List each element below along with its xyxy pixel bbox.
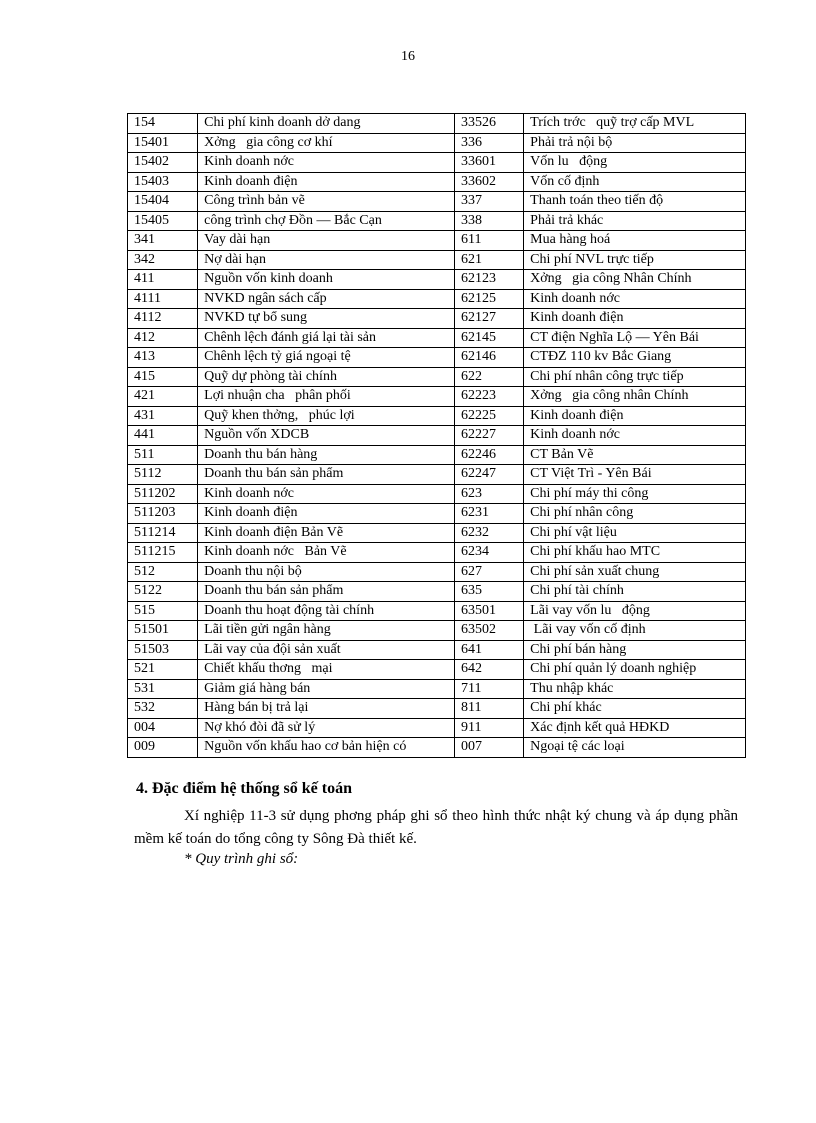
table-row <box>128 601 746 621</box>
account-code-right: 711 <box>455 679 524 699</box>
table-row <box>128 660 746 680</box>
paragraph-text: Xí nghiệp 11-3 sử dụng phơng pháp ghi sổ theo hình thức nhật ký chung và áp dụng phần mềm kế toán do tổng công ty Sông Đà thiết kế. <box>134 808 738 847</box>
account-name-right: Chi phí NVL trực tiếp <box>524 250 746 270</box>
account-code-right: 338 <box>455 211 524 231</box>
section-heading: 4. Đặc điểm hệ thống sổ kế toán <box>136 780 353 797</box>
account-code-left: 521 <box>128 660 198 680</box>
account-name-left: Kinh doanh nớc <box>198 153 455 173</box>
account-name-right: Mua hàng hoá <box>524 231 746 251</box>
account-name-right: Phải trả khác <box>524 211 746 231</box>
account-code-left: 15403 <box>128 172 198 192</box>
account-code-left: 51503 <box>128 640 198 660</box>
account-code-left: 5122 <box>128 582 198 602</box>
account-code-right: 33601 <box>455 153 524 173</box>
table-row <box>128 738 746 758</box>
table-row <box>128 465 746 485</box>
account-name-right: Chi phí tài chính <box>524 582 746 602</box>
account-name-right: Ngoại tệ các loại <box>524 738 746 758</box>
account-code-left: 412 <box>128 328 198 348</box>
account-code-left: 154 <box>128 114 198 134</box>
account-code-left: 532 <box>128 699 198 719</box>
account-code-left: 441 <box>128 426 198 446</box>
account-name-left: Nguồn vốn kinh doanh <box>198 270 455 290</box>
account-code-right: 007 <box>455 738 524 758</box>
account-name-right: Chi phí khác <box>524 699 746 719</box>
account-name-left: NVKD ngân sách cấp <box>198 289 455 309</box>
table-row <box>128 406 746 426</box>
account-name-right: Kinh doanh nớc <box>524 289 746 309</box>
account-name-left: Quỹ khen thởng, phúc lợi <box>198 406 455 426</box>
account-name-right: Chi phí máy thi công <box>524 484 746 504</box>
account-name-left: Hàng bán bị trả lại <box>198 699 455 719</box>
account-name-left: Chiết khấu thơng mại <box>198 660 455 680</box>
account-code-right: 611 <box>455 231 524 251</box>
table-row <box>128 231 746 251</box>
account-code-right: 621 <box>455 250 524 270</box>
account-code-right: 33602 <box>455 172 524 192</box>
account-name-right: Thu nhập khác <box>524 679 746 699</box>
account-code-right: 62123 <box>455 270 524 290</box>
account-code-left: 15402 <box>128 153 198 173</box>
account-code-right: 6231 <box>455 504 524 524</box>
account-name-right: Thanh toán theo tiến độ <box>524 192 746 212</box>
account-name-left: Doanh thu bán hàng <box>198 445 455 465</box>
account-name-right: Lãi vay vốn lu động <box>524 601 746 621</box>
table-row <box>128 699 746 719</box>
table-row <box>128 211 746 231</box>
account-code-left: 511215 <box>128 543 198 563</box>
account-name-left: Doanh thu bán sản phẩm <box>198 465 455 485</box>
table-row <box>128 172 746 192</box>
account-name-left: Giảm giá hàng bán <box>198 679 455 699</box>
account-name-left: Lãi tiền gửi ngân hàng <box>198 621 455 641</box>
account-code-left: 5112 <box>128 465 198 485</box>
account-code-right: 622 <box>455 367 524 387</box>
account-name-right: CT điện Nghĩa Lộ — Yên Bái <box>524 328 746 348</box>
account-code-right: 641 <box>455 640 524 660</box>
account-name-left: Xởng gia công cơ khí <box>198 133 455 153</box>
table-row <box>128 387 746 407</box>
account-code-right: 911 <box>455 718 524 738</box>
account-name-left: Chi phí kinh doanh dở dang <box>198 114 455 134</box>
account-name-left: Kinh doanh điện Bản Vẽ <box>198 523 455 543</box>
account-name-left: NVKD tự bổ sung <box>198 309 455 329</box>
account-code-left: 515 <box>128 601 198 621</box>
account-name-right: Chi phí nhân công <box>524 504 746 524</box>
table-row <box>128 309 746 329</box>
account-code-left: 415 <box>128 367 198 387</box>
account-name-left: công trình chợ Đồn — Bắc Cạn <box>198 211 455 231</box>
account-code-left: 15404 <box>128 192 198 212</box>
table-row <box>128 582 746 602</box>
account-name-left: Nguồn vốn XDCB <box>198 426 455 446</box>
account-name-left: Chênh lệch tỷ giá ngoại tệ <box>198 348 455 368</box>
table-row <box>128 192 746 212</box>
account-code-right: 33526 <box>455 114 524 134</box>
account-code-right: 62227 <box>455 426 524 446</box>
account-name-right: Vốn cố định <box>524 172 746 192</box>
account-code-left: 15405 <box>128 211 198 231</box>
account-code-left: 511 <box>128 445 198 465</box>
account-name-left: Doanh thu bán sản phẩm <box>198 582 455 602</box>
account-code-left: 342 <box>128 250 198 270</box>
account-name-right: Xác định kết quả HĐKD <box>524 718 746 738</box>
table-row <box>128 621 746 641</box>
account-name-right: Chi phí sản xuất chung <box>524 562 746 582</box>
accounts-table <box>127 113 746 758</box>
table-row <box>128 328 746 348</box>
account-name-left: Lãi vay của đội sản xuất <box>198 640 455 660</box>
account-code-right: 627 <box>455 562 524 582</box>
account-code-left: 411 <box>128 270 198 290</box>
account-code-left: 51501 <box>128 621 198 641</box>
account-code-left: 4111 <box>128 289 198 309</box>
account-name-right: Trích trớc quỹ trợ cấp MVL <box>524 114 746 134</box>
account-code-right: 642 <box>455 660 524 680</box>
account-name-right: CT Việt Trì - Yên Bái <box>524 465 746 485</box>
account-name-left: Nợ dài hạn <box>198 250 455 270</box>
account-name-right: Lãi vay vốn cố định <box>524 621 746 641</box>
account-code-right: 62247 <box>455 465 524 485</box>
account-code-left: 511214 <box>128 523 198 543</box>
table-row <box>128 523 746 543</box>
account-name-left: Nợ khó đòi đã sử lý <box>198 718 455 738</box>
account-code-right: 62127 <box>455 309 524 329</box>
account-name-right: CTĐZ 110 kv Bắc Giang <box>524 348 746 368</box>
account-code-right: 336 <box>455 133 524 153</box>
table-row <box>128 562 746 582</box>
account-code-right: 623 <box>455 484 524 504</box>
table-row <box>128 543 746 563</box>
account-code-right: 62225 <box>455 406 524 426</box>
table-row <box>128 679 746 699</box>
account-name-left: Công trình bản vẽ <box>198 192 455 212</box>
table-row <box>128 367 746 387</box>
account-name-right: Kinh doanh điện <box>524 309 746 329</box>
account-code-left: 4112 <box>128 309 198 329</box>
account-code-left: 511203 <box>128 504 198 524</box>
account-name-right: Chi phí bán hàng <box>524 640 746 660</box>
account-name-right: Xởng gia công nhân Chính <box>524 387 746 407</box>
account-name-right: Chi phí quản lý doanh nghiệp <box>524 660 746 680</box>
account-name-right: Chi phí vật liệu <box>524 523 746 543</box>
account-code-right: 63502 <box>455 621 524 641</box>
account-name-right: Xởng gia công Nhân Chính <box>524 270 746 290</box>
account-name-left: Kinh doanh nớc <box>198 484 455 504</box>
table-row <box>128 114 746 134</box>
account-name-right: Chi phí khấu hao MTC <box>524 543 746 563</box>
account-code-left: 413 <box>128 348 198 368</box>
table-row <box>128 484 746 504</box>
account-code-left: 15401 <box>128 133 198 153</box>
account-code-right: 6232 <box>455 523 524 543</box>
account-name-left: Doanh thu nội bộ <box>198 562 455 582</box>
account-code-left: 531 <box>128 679 198 699</box>
account-name-left: Kinh doanh điện <box>198 172 455 192</box>
account-name-right: Chi phí nhân công trực tiếp <box>524 367 746 387</box>
account-code-right: 337 <box>455 192 524 212</box>
account-code-right: 62125 <box>455 289 524 309</box>
process-label: * Quy trình ghi sổ: <box>184 851 299 867</box>
table-body <box>128 114 746 758</box>
account-code-right: 62223 <box>455 387 524 407</box>
table-row <box>128 153 746 173</box>
account-code-right: 63501 <box>455 601 524 621</box>
account-code-left: 431 <box>128 406 198 426</box>
account-name-left: Quỹ dự phòng tài chính <box>198 367 455 387</box>
account-code-right: 6234 <box>455 543 524 563</box>
account-name-left: Kinh doanh nớc Bản Vẽ <box>198 543 455 563</box>
table-row <box>128 270 746 290</box>
account-name-left: Kinh doanh điện <box>198 504 455 524</box>
account-name-right: Kinh doanh điện <box>524 406 746 426</box>
account-code-right: 635 <box>455 582 524 602</box>
table-row <box>128 426 746 446</box>
account-name-left: Lợi nhuận cha phân phối <box>198 387 455 407</box>
account-code-right: 62246 <box>455 445 524 465</box>
account-name-left: Doanh thu hoạt động tài chính <box>198 601 455 621</box>
account-name-right: Kinh doanh nớc <box>524 426 746 446</box>
table-row <box>128 348 746 368</box>
body-paragraph <box>134 805 738 851</box>
account-name-right: Phải trả nội bộ <box>524 133 746 153</box>
account-code-right: 62146 <box>455 348 524 368</box>
account-code-left: 421 <box>128 387 198 407</box>
account-name-left: Vay dài hạn <box>198 231 455 251</box>
table-row <box>128 718 746 738</box>
account-name-left: Nguồn vốn khấu hao cơ bản hiện có <box>198 738 455 758</box>
account-code-left: 009 <box>128 738 198 758</box>
page-number: 16 <box>401 49 415 64</box>
table-row <box>128 445 746 465</box>
account-code-right: 811 <box>455 699 524 719</box>
account-code-right: 62145 <box>455 328 524 348</box>
table-row <box>128 640 746 660</box>
account-name-right: Vốn lu động <box>524 153 746 173</box>
account-code-left: 512 <box>128 562 198 582</box>
account-name-left: Chênh lệch đánh giá lại tài sản <box>198 328 455 348</box>
account-code-left: 004 <box>128 718 198 738</box>
account-code-left: 341 <box>128 231 198 251</box>
account-name-right: CT Bản Vẽ <box>524 445 746 465</box>
account-code-left: 511202 <box>128 484 198 504</box>
table-row <box>128 250 746 270</box>
table-row <box>128 504 746 524</box>
table-row <box>128 289 746 309</box>
table-row <box>128 133 746 153</box>
